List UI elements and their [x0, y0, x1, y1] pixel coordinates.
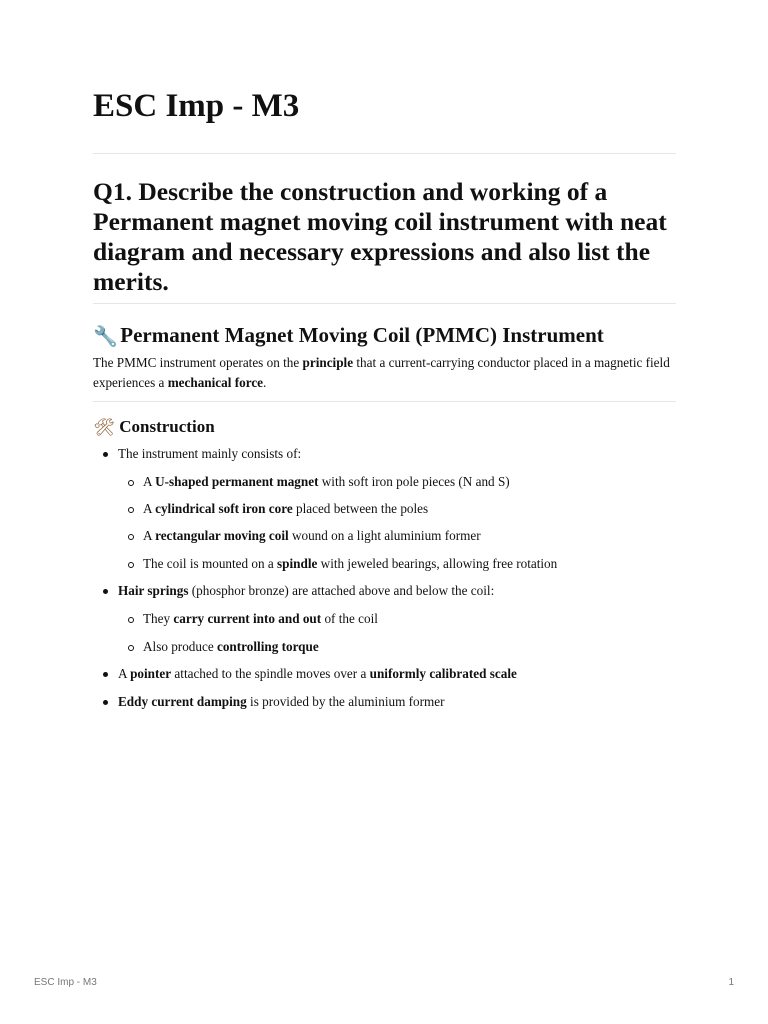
list-item [143, 637, 319, 657]
list-item-text: with jeweled bearings, allowing free rotation [317, 556, 558, 571]
list-item [118, 444, 301, 464]
pmmc-heading-text: Permanent Magnet Moving Coil (PMMC) Instrument [120, 323, 604, 347]
list-item-text: A [143, 474, 156, 489]
list-item [143, 554, 557, 574]
bullet-icon [103, 452, 108, 457]
list-item-text: of the coil [321, 611, 378, 626]
divider [93, 303, 676, 304]
hollow-bullet-icon [128, 617, 134, 623]
bullet-icon [103, 672, 108, 677]
hollow-bullet-icon [128, 645, 134, 651]
list-item [118, 581, 494, 601]
list-item-bold: uniformly calibrated scale [369, 666, 517, 681]
footer-page-number: 1 [728, 977, 734, 988]
list-item-text: The coil is mounted on a [143, 556, 278, 571]
list-item-bold: Eddy current damping [118, 694, 247, 709]
list-item-text: placed between the poles [292, 501, 429, 516]
list-item-text: A [143, 528, 156, 543]
list-item [118, 692, 445, 712]
list-item-bold: U-shaped permanent magnet [155, 474, 319, 489]
pmmc-intro-paragraph [93, 353, 676, 393]
construction-heading [93, 416, 215, 439]
wrench-icon: 🔧 [93, 324, 118, 348]
list-item-text: A [118, 666, 131, 681]
hollow-bullet-icon [128, 534, 134, 540]
list-item-bold: spindle [277, 556, 318, 571]
bullet-icon [103, 589, 108, 594]
divider [93, 401, 676, 402]
hollow-bullet-icon [128, 480, 134, 486]
list-item-text: (phosphor bronze) are attached above and below the coil: [188, 583, 495, 598]
list-item-text: wound on a light aluminium former [288, 528, 481, 543]
list-item [143, 526, 481, 546]
hammer-and-wrench-icon: 🛠 [93, 418, 115, 438]
bullet-icon [103, 700, 108, 705]
hollow-bullet-icon [128, 507, 134, 513]
list-item-text: They [143, 611, 174, 626]
list-item [143, 499, 428, 519]
list-item-bold: carry current into and out [173, 611, 322, 626]
list-item-text: with soft iron pole pieces (N and S) [318, 474, 510, 489]
list-item-bold: pointer [130, 666, 172, 681]
intro-bold-principle: principle [302, 355, 354, 370]
list-item-text: Also produce [143, 639, 217, 654]
list-item-text: is provided by the aluminium former [246, 694, 445, 709]
list-item-text: The instrument mainly consists of: [118, 446, 302, 461]
list-item-bold: controlling torque [216, 639, 319, 654]
list-item-bold: Hair springs [118, 583, 189, 598]
list-item-bold: rectangular moving coil [155, 528, 289, 543]
intro-text: . [263, 375, 267, 390]
list-item-bold: cylindrical soft iron core [155, 501, 293, 516]
list-item [118, 664, 517, 684]
list-item [143, 472, 510, 492]
pmmc-heading [93, 322, 604, 349]
construction-heading-text: Construction [119, 417, 215, 436]
intro-text: The PMMC instrument operates on the [93, 355, 303, 370]
intro-text: that a current-carrying conductor placed in a magnetic field experiences a [93, 355, 670, 390]
document-title: ESC Imp - M3 [93, 88, 300, 124]
footer-document-title: ESC Imp - M3 [34, 977, 97, 988]
divider [93, 153, 676, 154]
list-item [143, 609, 378, 629]
list-item-text: A [143, 501, 156, 516]
question-heading: Q1. Describe the construction and working of a Permanent magnet moving coil instrument with neat diagram and necessary expressions and also list the merits. [93, 177, 667, 296]
list-item-text: attached to the spindle moves over a [171, 666, 370, 681]
intro-bold-force: mechanical force [167, 375, 264, 390]
hollow-bullet-icon [128, 562, 134, 568]
